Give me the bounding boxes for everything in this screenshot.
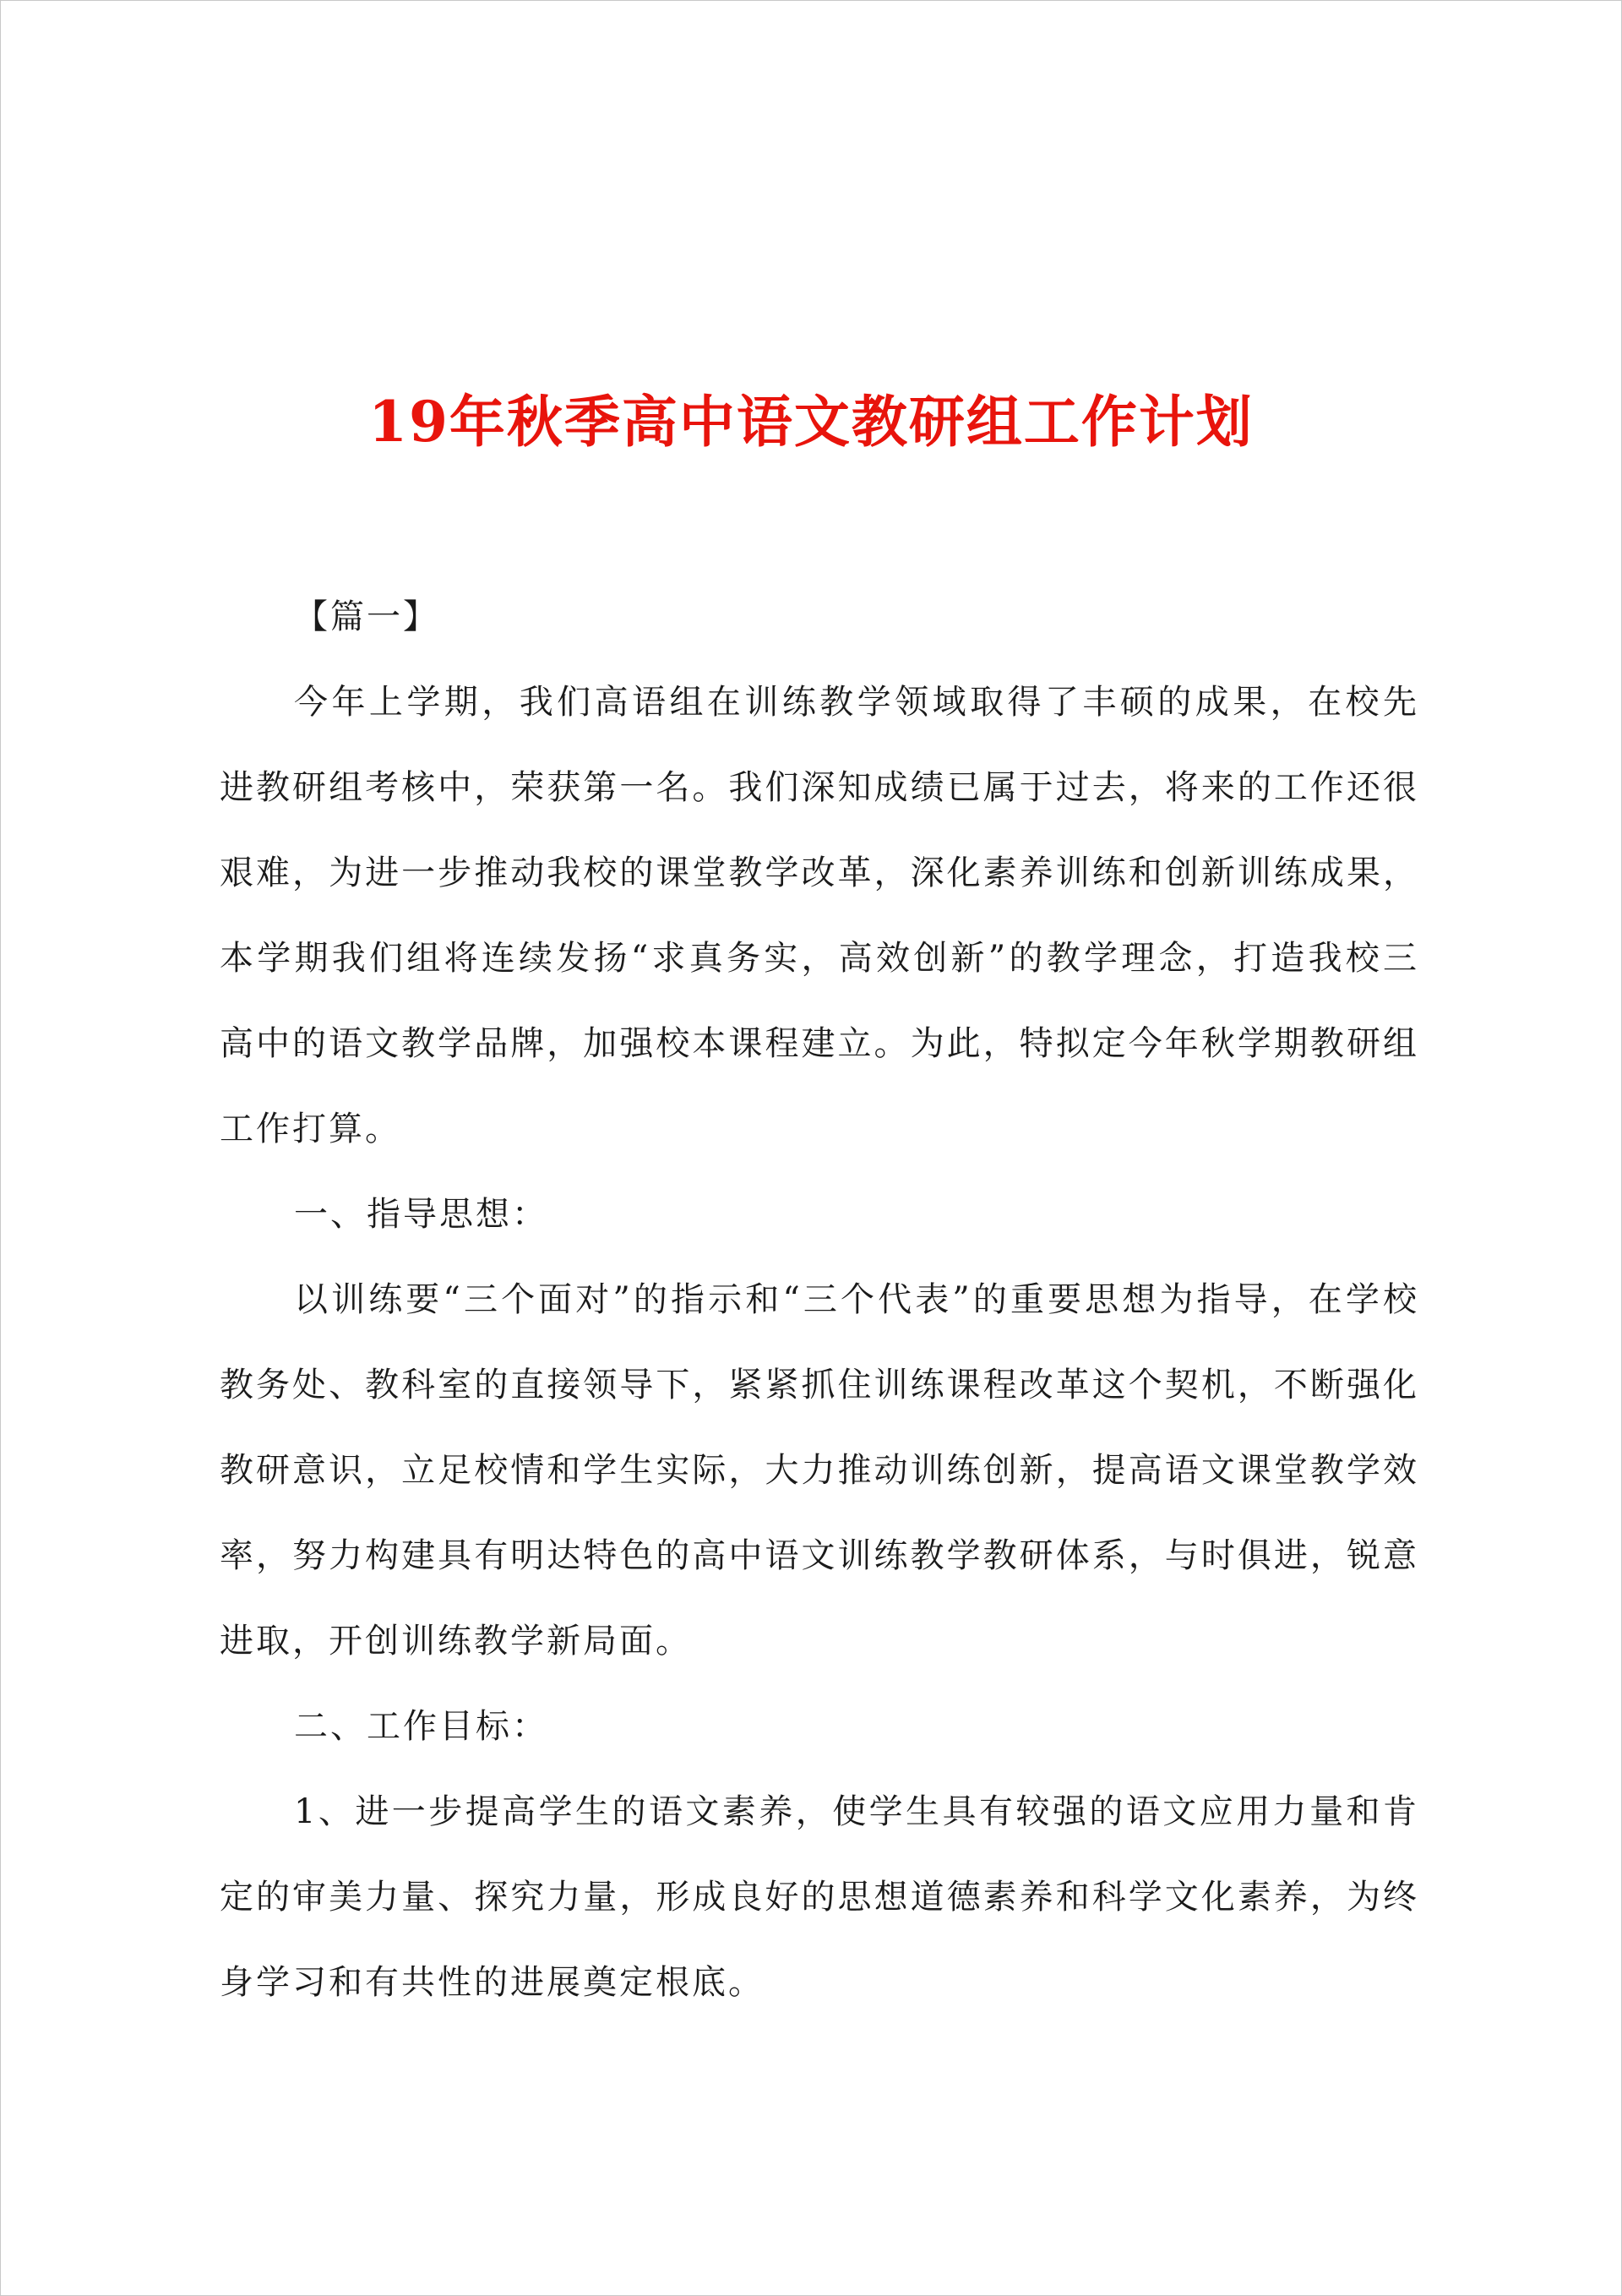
heading-work-goals: 二、工作目标： (294, 1707, 548, 1746)
section-marker: 【篇一】 (294, 597, 439, 636)
document-title: 19年秋季高中语文教研组工作计划 (368, 389, 1254, 455)
heading-guiding-ideology: 一、指导思想： (294, 1195, 548, 1234)
paragraph-guiding-ideology: 以训练要“三个面对”的指示和“三个代表”的重要思想为指导，在学校教务处、教科室的直接领导下，紧紧抓住训练课程改革这个契机，不断强化教研意识，立足校情和学生实际，大力推动训练创新，提高语文课堂教学效率，努力构建具有明达特色的高中语文训练教学教研体系，与时俱进，锐意进取，开创训练教学新局面。 (220, 1280, 1419, 1661)
paragraph-work-goal-1: 1、进一步提高学生的语文素养，使学生具有较强的语文应用力量和肯定的审美力量、探究力量，形成良好的思想道德素养和科学文化素养，为终身学习和有共性的进展奠定根底。 (220, 1792, 1419, 2002)
document-body (220, 575, 1419, 2026)
paragraph-intro: 今年上学期，我们高语组在训练教学领域取得了丰硕的成果，在校先进教研组考核中，荣获第一名。我们深知成绩已属于过去，将来的工作还很艰难，为进一步推动我校的课堂教学改革，深化素养训练和创新训练成果，本学期我们组将连续发扬“求真务实，高效创新”的教学理念，打造我校三高中的语文教学品牌，加强校本课程建立。为此，特拟定今年秋学期教研组工作打算。 (220, 683, 1419, 1148)
